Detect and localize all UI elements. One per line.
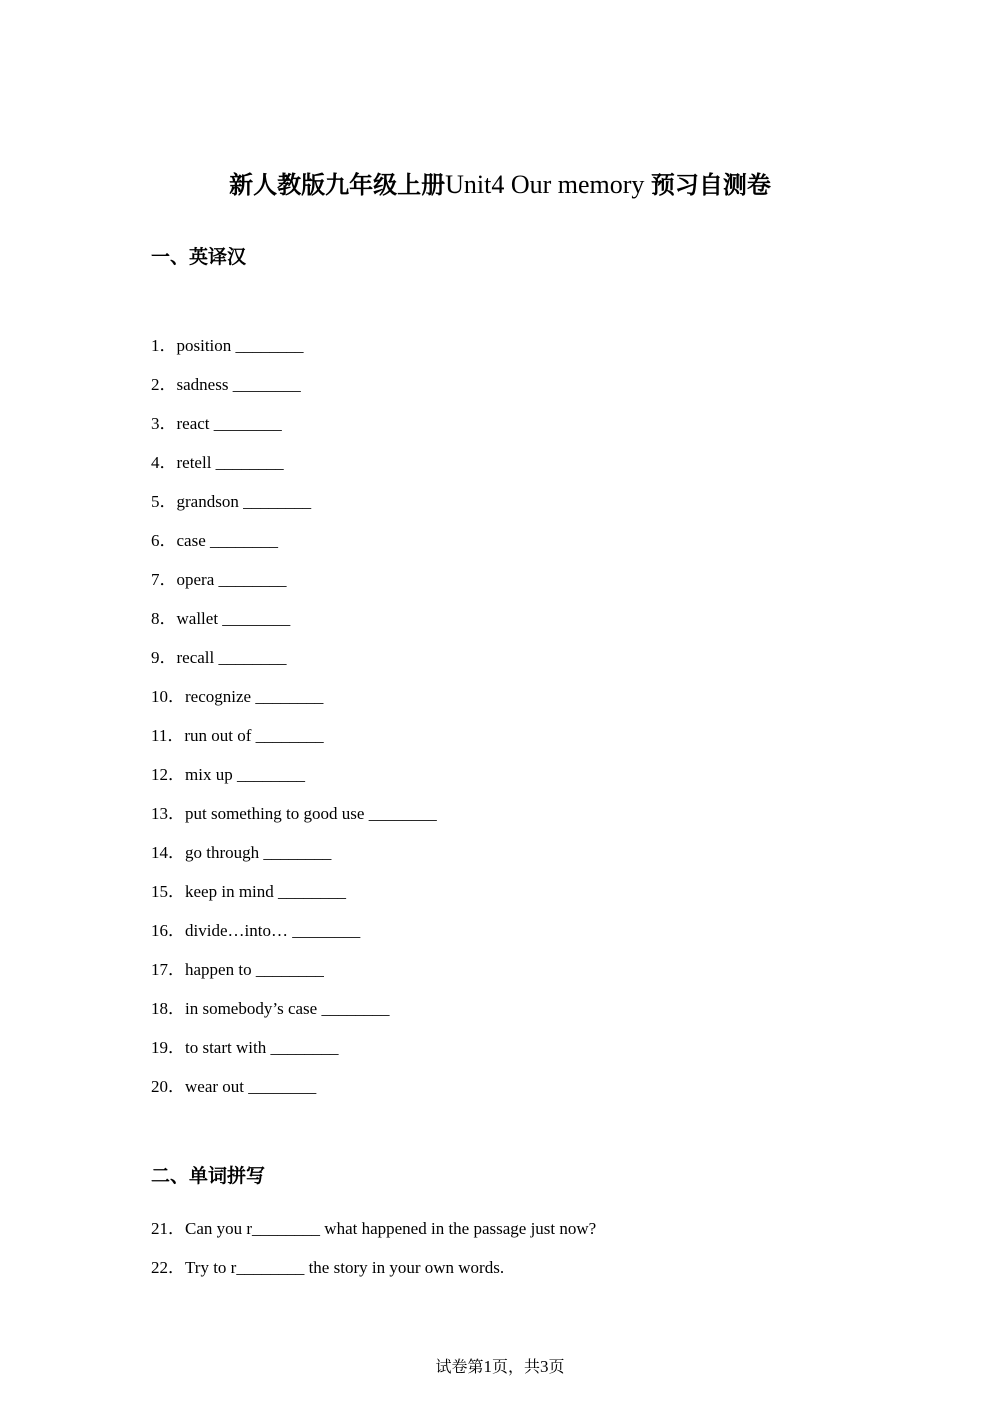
question-number: 17． xyxy=(151,960,185,979)
title-chinese-suffix: 预习自测卷 xyxy=(650,171,771,199)
footer-page-number: 1 xyxy=(483,1357,492,1376)
question-item xyxy=(151,374,301,396)
question-item xyxy=(151,842,331,864)
question-number: 16． xyxy=(151,921,185,940)
question-item xyxy=(151,764,305,786)
question-text: position ________ xyxy=(176,336,304,355)
question-item xyxy=(151,491,311,513)
question-text: go through ________ xyxy=(185,843,332,862)
section-heading-english-to-chinese: 一、英译汉 xyxy=(151,246,247,268)
question-text: Can you r________ what happened in the passage just now? xyxy=(185,1219,597,1238)
question-text: recall ________ xyxy=(176,648,287,667)
question-text: recognize ________ xyxy=(185,687,324,706)
question-number: 7． xyxy=(151,570,177,589)
question-text: run out of ________ xyxy=(184,726,324,745)
footer-middle: 页，共 xyxy=(491,1357,540,1376)
section-heading-word-spelling: 二、单词拼写 xyxy=(151,1165,266,1187)
question-number: 22． xyxy=(151,1258,185,1277)
question-number: 21． xyxy=(151,1219,185,1238)
question-text: mix up ________ xyxy=(185,765,305,784)
question-item xyxy=(151,647,287,669)
question-number: 15． xyxy=(151,882,185,901)
question-item xyxy=(151,881,346,903)
question-number: 2． xyxy=(151,375,177,394)
question-text: divide…into… ________ xyxy=(185,921,361,940)
question-item xyxy=(151,959,324,981)
question-number: 6． xyxy=(151,531,177,550)
question-item xyxy=(151,1218,596,1240)
question-number: 9． xyxy=(151,648,177,667)
question-number: 20． xyxy=(151,1077,185,1096)
question-text: sadness ________ xyxy=(176,375,301,394)
title-chinese-prefix: 新人教版九年级上册 xyxy=(229,171,446,199)
question-item xyxy=(151,803,437,825)
page-footer xyxy=(0,1356,1000,1378)
question-item xyxy=(151,686,323,708)
question-item xyxy=(151,1037,338,1059)
question-text: wallet ________ xyxy=(176,609,291,628)
question-item xyxy=(151,998,389,1020)
question-item xyxy=(151,608,290,630)
question-text: retell ________ xyxy=(176,453,284,472)
question-item xyxy=(151,1076,316,1098)
question-text: Try to r________ the story in your own words. xyxy=(185,1258,505,1277)
question-number: 1． xyxy=(151,336,177,355)
question-item xyxy=(151,335,304,357)
question-text: opera ________ xyxy=(176,570,287,589)
question-item xyxy=(151,413,282,435)
question-text: grandson ________ xyxy=(176,492,312,511)
question-text: in somebody’s case ________ xyxy=(185,999,390,1018)
page-title xyxy=(0,166,1000,204)
question-text: keep in mind ________ xyxy=(185,882,347,901)
question-number: 14． xyxy=(151,843,185,862)
title-unit-name: Unit4 Our memory xyxy=(445,170,645,199)
footer-prefix: 试卷第 xyxy=(435,1357,484,1376)
question-text: to start with ________ xyxy=(185,1038,339,1057)
question-number: 3． xyxy=(151,414,177,433)
footer-suffix: 页 xyxy=(548,1357,565,1376)
question-item xyxy=(151,530,278,552)
question-number: 5． xyxy=(151,492,177,511)
question-text: wear out ________ xyxy=(185,1077,317,1096)
question-number: 4． xyxy=(151,453,177,472)
question-number: 19． xyxy=(151,1038,185,1057)
question-item xyxy=(151,569,287,591)
question-item xyxy=(151,725,324,747)
footer-total-pages: 3 xyxy=(540,1357,549,1376)
question-item xyxy=(151,1257,504,1279)
question-number: 12． xyxy=(151,765,185,784)
question-number: 10． xyxy=(151,687,185,706)
question-item xyxy=(151,452,284,474)
question-item xyxy=(151,920,360,942)
question-text: react ________ xyxy=(176,414,282,433)
question-text: case ________ xyxy=(176,531,279,550)
question-number: 11． xyxy=(151,726,185,745)
question-text: happen to ________ xyxy=(185,960,324,979)
question-text: put something to good use ________ xyxy=(185,804,437,823)
question-number: 8． xyxy=(151,609,177,628)
question-number: 18． xyxy=(151,999,185,1018)
question-number: 13． xyxy=(151,804,185,823)
